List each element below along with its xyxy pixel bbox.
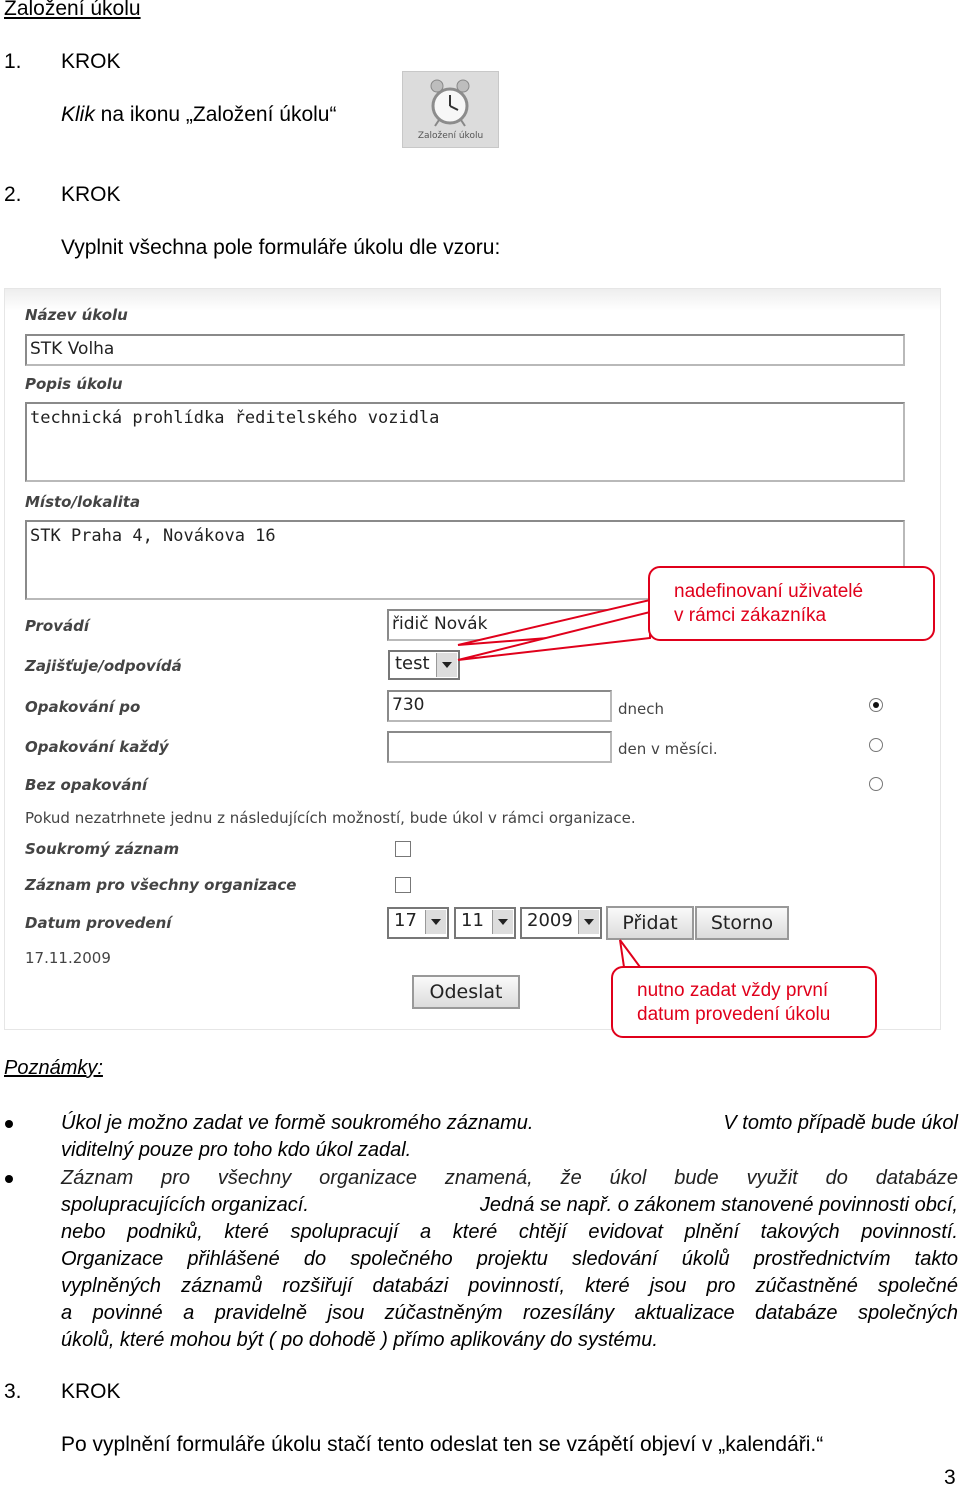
responsible-label: Zajišťuje/odpovídá	[25, 657, 182, 675]
cancel-date-button[interactable]: Storno	[695, 906, 789, 940]
info-text: Pokud nezatrhnete jednu z následujících možností, bude úkol v rámci organizace.	[25, 809, 636, 827]
callout-date	[611, 966, 877, 1038]
description-label: Popis úkolu	[25, 375, 123, 393]
bullet-icon	[5, 1120, 13, 1128]
note2-line2: spolupracujících organizací. Jedná se např. o zákonem stanovené povinnosti obcí,	[61, 1194, 958, 1216]
repeat-after-input[interactable]: 730	[387, 690, 612, 722]
date-value: 17.11.2009	[25, 949, 111, 967]
callout-users-line2: v rámci zákazníka	[674, 605, 827, 626]
note2-line3: nebo podniků, které spolupracují a které chtějí evidovat plnění takových povinností.	[61, 1221, 958, 1243]
description-textarea[interactable]: technická prohlídka ředitelského vozidla	[25, 402, 905, 482]
repeat-after-unit: dnech	[618, 700, 665, 718]
page-heading: Založení úkolu	[4, 0, 141, 20]
callout-date-line2: datum provedení úkolu	[637, 1004, 831, 1025]
callout-date-pointer	[620, 940, 640, 967]
add-date-button[interactable]: Přidat	[606, 906, 694, 940]
name-label: Název úkolu	[25, 306, 128, 324]
repeat-each-unit: den v měsíci.	[618, 740, 718, 758]
step1-instruction: Klik na ikonu „Založení úkolu“	[61, 103, 337, 126]
note2-line5: vyplněných záznamů rozšiřují databázi povinností, které jsou pro zúčastněné společné	[61, 1275, 958, 1297]
repeat-after-label: Opakování po	[25, 698, 141, 716]
bullet-icon	[5, 1175, 13, 1183]
name-input[interactable]: STK Volha	[25, 334, 905, 366]
icon-caption: Založení úkolu	[417, 131, 484, 141]
month-value: 11	[461, 910, 484, 931]
no-repeat-label: Bez opakování	[25, 776, 148, 794]
callout-users-pointer-2	[458, 612, 650, 660]
step3-instruction: Po vyplnění formuláře úkolu stačí tento odeslat ten se vzápětí objeví v „kalendáři.“	[61, 1433, 824, 1456]
note1-line2: viditelný pouze pro toho kdo úkol zadal.	[61, 1139, 412, 1161]
repeat-each-label: Opakování každý	[25, 738, 169, 756]
step3-number: 3.	[4, 1380, 22, 1403]
private-label: Soukromý záznam	[25, 840, 180, 858]
step2-number: 2.	[4, 183, 22, 206]
performer-label: Provádí	[25, 617, 90, 635]
submit-button[interactable]: Odeslat	[412, 975, 520, 1009]
step3-title: KROK	[61, 1380, 121, 1403]
date-label: Datum provedení	[25, 914, 172, 932]
callout-users-line1: nadefinovaní uživatelé	[674, 581, 864, 602]
performer-input[interactable]: řidič Novák	[387, 609, 612, 641]
place-textarea[interactable]: STK Praha 4, Novákova 16	[25, 520, 905, 600]
note1-line1: Úkol je možno zadat ve formě soukromého záznamu. V tomto případě bude úkol	[61, 1112, 958, 1134]
year-value: 2009	[527, 910, 573, 931]
step2-instruction: Vyplnit všechna pole formuláře úkolu dle vzoru:	[61, 236, 501, 259]
page-number: 3	[944, 1466, 956, 1489]
responsible-value: test	[395, 653, 430, 674]
note2-line6: a povinné a pravidelně jsou zúčastněným rozesílány aktualizace databáze společných	[61, 1302, 958, 1324]
callout-date-line1: nutno zadat vždy první	[637, 980, 829, 1001]
day-value: 17	[394, 910, 417, 931]
notes-heading: Poznámky:	[4, 1057, 103, 1079]
note2-line7: úkolů, které mohou být ( po dohodě ) přímo aplikovány do systému.	[61, 1329, 658, 1351]
step2-title: KROK	[61, 183, 121, 206]
all-orgs-label: Záznam pro všechny organizace	[25, 876, 297, 894]
step1-number: 1.	[4, 50, 22, 73]
step1-title: KROK	[61, 50, 121, 73]
callout-users	[648, 566, 935, 641]
note2-line4: Organizace přihlášené do společného projektu sledování úkolů prostřednictvím takto	[61, 1248, 958, 1270]
note2-line1: Záznam pro všechny organizace znamená, že úkol bude využit do databáze	[61, 1167, 958, 1189]
place-label: Místo/lokalita	[25, 493, 141, 511]
